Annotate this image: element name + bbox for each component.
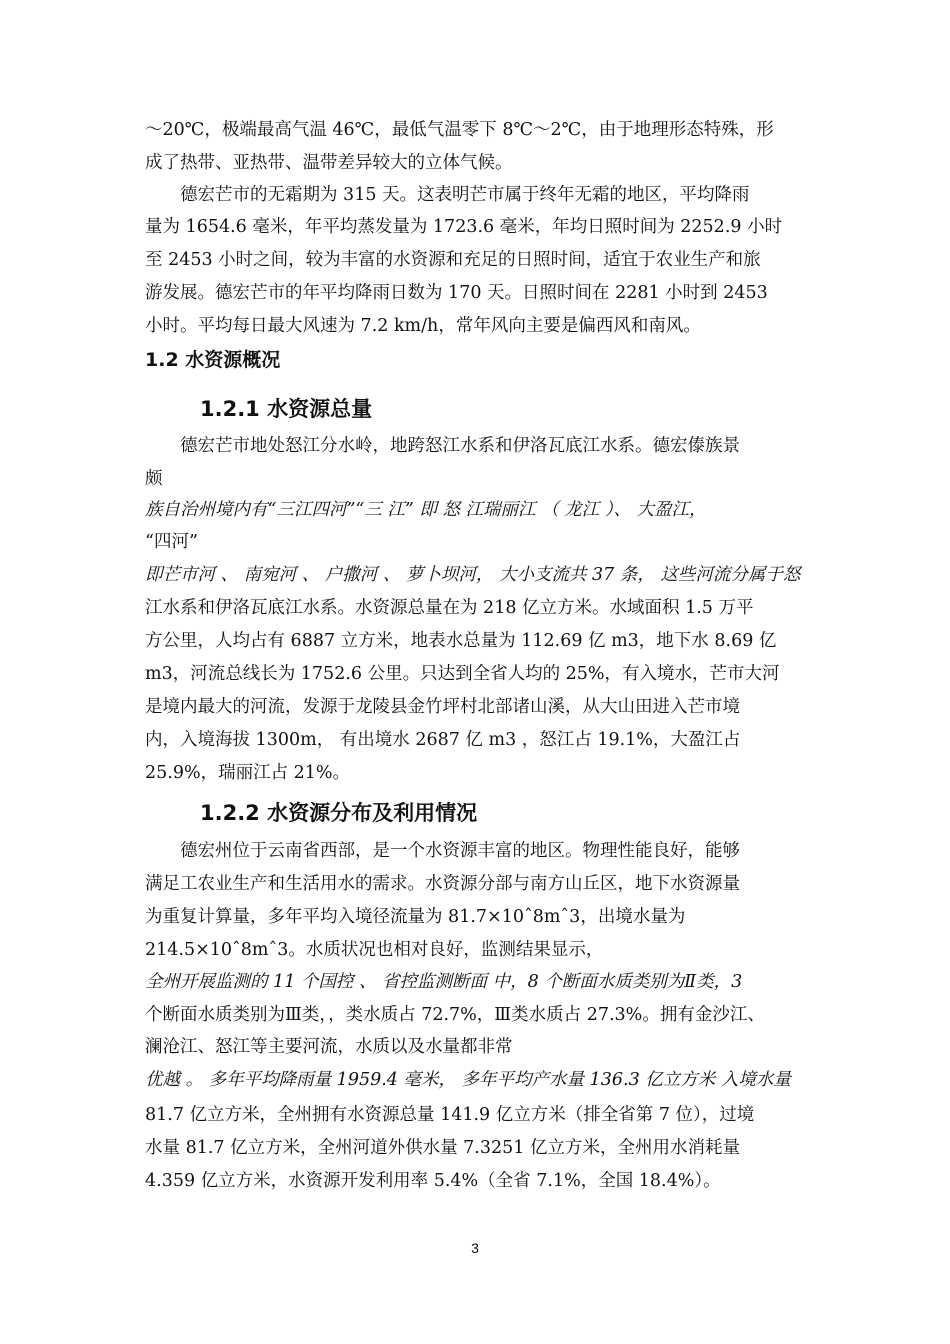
section-heading-1-2-1: 1.2.1 水资源总量 [200, 397, 373, 421]
total-line-2: 颇 [145, 469, 163, 489]
distribution-line-9: 81.7 亿立方米，全州拥有水资源总量 141.9 亿立方米（排全省第 7 位），过境 [145, 1105, 755, 1125]
total-line-6: 江水系和伊洛瓦底江水系。水资源总量在为 218 亿立方米。水域面积 1.5 万平 [145, 598, 754, 618]
total-line-11: 25.9%，瑞丽江占 21%。 [145, 763, 351, 783]
frost-line-5: 小时。平均每日最大风速为 7.2 km/h，常年风向主要是偏西风和南风。 [145, 316, 701, 336]
page-number: 3 [471, 1240, 479, 1256]
distribution-line-3: 为重复计算量，多年平均入境径流量为 81.7×10ˆ8mˆ3，出境水量为 [145, 907, 686, 927]
total-line-8: m3，河流总线长为 1752.6 公里。只达到全省人均的 25%，有入境水，芒市大河 [145, 664, 780, 684]
total-line-1: 德宏芒市地处怒江分水岭，地跨怒江水系和伊洛瓦底江水系。德宏傣族景 [145, 436, 740, 456]
climate-line-1: ～20℃，极端最高气温 46℃，最低气温零下 8℃～2℃，由于地理形态特殊，形 [145, 120, 774, 140]
distribution-line-8: 优越 。 多年平均降雨量 1959.4 毫米， 多年平均产水量 136.3 亿立方米 入境水量 [145, 1070, 791, 1090]
distribution-line-1: 德宏州位于云南省西部，是一个水资源丰富的地区。物理性能良好，能够 [145, 841, 740, 861]
distribution-line-2: 满足工农业生产和生活用水的需求。水资源分部与南方山丘区，地下水资源量 [145, 874, 740, 894]
total-line-7: 方公里，人均占有 6887 立方米，地表水总量为 112.69 亿 m3，地下水 8.69 亿 [145, 631, 777, 651]
distribution-line-11: 4.359 亿立方米，水资源开发利用率 5.4%（全省 7.1%，全国 18.4%）。 [145, 1171, 721, 1191]
total-line-5: 即芒市河 、 南宛河 、 户撒河 、 萝卜坝河， 大小支流共 37 条， 这些河流分属于怒 [145, 565, 801, 585]
distribution-line-10: 水量 81.7 亿立方米，全州河道外供水量 7.3251 亿立方米，全州用水消耗量 [145, 1138, 740, 1158]
total-line-9: 是境内最大的河流，发源于龙陵县金竹坪村北部诸山溪，从大山田进入芒市境 [145, 697, 740, 717]
distribution-line-4: 214.5×10ˆ8mˆ3。水质状况也相对良好，监测结果显示， [145, 940, 604, 960]
total-line-10: 内，入境海拔 1300m， 有出境水 2687 亿 m3 ，怒江占 19.1%，大盈江占 [145, 730, 741, 750]
distribution-line-7: 澜沧江、怒江等主要河流，水质以及水量都非常 [145, 1037, 513, 1057]
frost-line-4: 游发展。德宏芒市的年平均降雨日数为 170 天。日照时间在 2281 小时到 2453 [145, 283, 768, 303]
frost-line-2: 量为 1654.6 毫米，年平均蒸发量为 1723.6 毫米，年均日照时间为 2252.9 小时 [145, 217, 783, 237]
section-heading-1-2-2: 1.2.2 水资源分布及利用情况 [200, 801, 478, 825]
frost-line-1: 德宏芒市的无霜期为 315 天。这表明芒市属于终年无霜的地区，平均降雨 [145, 185, 750, 205]
total-line-3: 族自治州境内有“三江四河”“三 江” 即 怒 江瑞丽江 （ 龙江 ）、 大盈江， [145, 500, 707, 520]
total-line-4: “四河” [145, 532, 198, 552]
distribution-line-5: 全州开展监测的 11 个国控 、 省控监测断面 中，8 个断面水质类别为Ⅱ类，3 [145, 972, 743, 992]
section-heading-1-2: 1.2 水资源概况 [145, 349, 281, 371]
frost-line-3: 至 2453 小时之间，较为丰富的水资源和充足的日照时间，适宜于农业生产和旅 [145, 250, 761, 270]
climate-line-2: 成了热带、亚热带、温带差异较大的立体气候。 [145, 153, 513, 173]
distribution-line-6: 个断面水质类别为Ⅲ类，，类水质占 72.7%，Ⅲ类水质占 27.3%。拥有金沙江、 [145, 1005, 765, 1025]
